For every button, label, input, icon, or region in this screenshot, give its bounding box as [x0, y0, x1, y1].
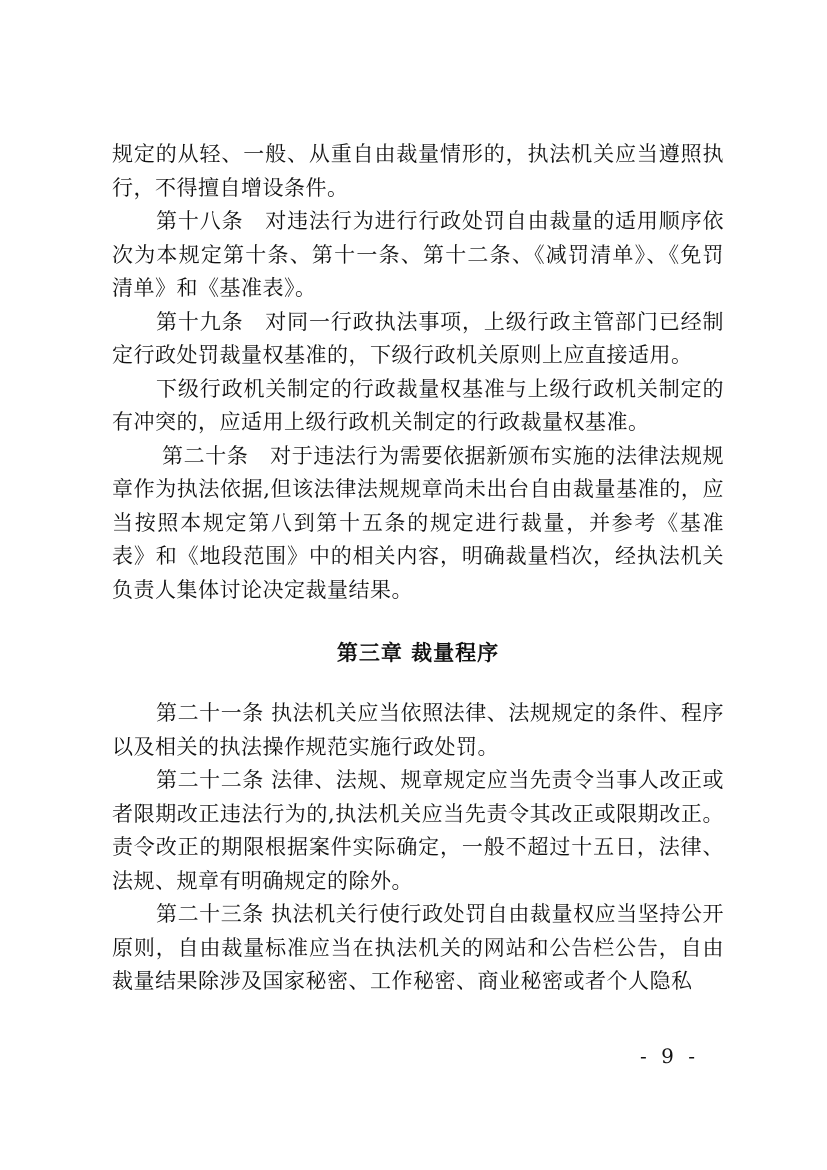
- article-22: 第二十二条 法律、法规、规章规定应当先责令当事人改正或者限期改正违法行为的,执法机关应当先责令其改正或限期改正。责令改正的期限根据案件实际确定，一般不超过十五日，法律、法规、规章有明确规定的除外。: [112, 768, 724, 893]
- article-21: 第二十一条 执法机关应当依照法律、法规规定的条件、程序以及相关的执法操作规范实施行政处罚。: [112, 701, 724, 759]
- page-number: - 9 -: [640, 1044, 699, 1068]
- article-19: 第十九条 对同一行政执法事项，上级行政主管部门已经制定行政处罚裁量权基准的，下级行政机关原则上应直接适用。: [112, 309, 724, 367]
- article-19-paragraph-2: 下级行政机关制定的行政裁量权基准与上级行政机关制定的有冲突的，应适用上级行政机关制定的行政裁量权基准。: [112, 376, 724, 434]
- article-23: 第二十三条 执法机关行使行政处罚自由裁量权应当坚持公开原则，自由裁量标准应当在执法机关的网站和公告栏公告，自由裁量结果除涉及国家秘密、工作秘密、商业秘密或者个人隐私: [112, 902, 724, 993]
- article-18: 第十八条 对违法行为进行行政处罚自由裁量的适用顺序依次为本规定第十条、第十一条、第十二条、《减罚清单》、《免罚清单》和《基准表》。: [112, 209, 724, 300]
- page-body: [112, 138, 724, 999]
- paragraph-continuation: 规定的从轻、一般、从重自由裁量情形的，执法机关应当遵照执行，不得擅自增设条件。: [112, 142, 724, 200]
- article-20: 第二十条 对于违法行为需要依据新颁布实施的法律法规规章作为执法依据,但该法律法规规章尚未出台自由裁量基准的，应当按照本规定第八到第十五条的规定进行裁量，并参考《基准表》和《地段范围》中的相关内容，明确裁量档次，经执法机关负责人集体讨论决定裁量结果。: [112, 443, 724, 602]
- chapter-title: 第三章 裁量程序: [336, 641, 500, 665]
